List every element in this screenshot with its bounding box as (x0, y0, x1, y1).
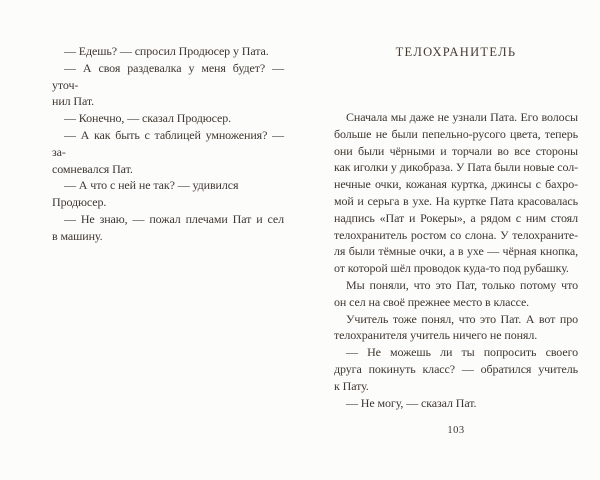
text-line: надпись «Пат и Рокеры», а рядом с ним стоял (334, 210, 578, 225)
text-line: — Едешь? — спросил Продюсер у Пата. (64, 44, 269, 58)
text-line: как иголки у дикобраза. У Пата были новые сол- (334, 160, 578, 175)
text-line: от которой шёл проводок куда-то под рубашку. (334, 261, 569, 276)
text-line: друга покинуть класс? — обратился учитель (334, 361, 578, 376)
text-line: Мы поняли, что это Пат, только потому что (346, 277, 578, 292)
text-line: — А как быть с таблицей умножения? — за- (52, 127, 284, 159)
text-line: — А своя раздевалка у меня будет? — уточ- (52, 60, 284, 92)
text-line: Учитель тоже понял, что это Пат. А вот про (346, 311, 578, 326)
text-line: — Не можешь ли ты попросить своего (346, 345, 578, 360)
text-line: сомневался Пат. (52, 161, 133, 176)
right-page-text (334, 109, 578, 411)
text-line: нечные очки, кожаная куртка, джинсы с бахро- (334, 177, 578, 192)
chapter-title: ТЕЛОХРАНИТЕЛЬ (395, 45, 517, 59)
text-line: к Пату. (334, 378, 369, 393)
text-line: они были чёрными и торчали во все стороны (334, 143, 578, 158)
text-line: больше не были пепельно-русого цвета, теперь (334, 126, 578, 141)
text-line: он сел на своё прежнее место в классе. (334, 294, 530, 309)
text-line: — Не могу, — сказал Пат. (346, 395, 477, 410)
left-page-text (52, 43, 284, 245)
text-line: мой и серьга в ухе. На куртке Пата красовалась (334, 193, 578, 208)
text-line: телохранителя учитель ничего не понял. (334, 328, 538, 343)
text-line: — А что с ней не так? — удивился Продюсер. (52, 178, 239, 210)
text-line: Сначала мы даже не узнали Пата. Его волосы (346, 110, 578, 124)
text-line: ля были тёмные очки, а в ухе — чёрная кнопка, (334, 244, 578, 259)
right-page (300, 0, 600, 480)
page-number: 103 (447, 425, 465, 436)
text-line: телохранитель ростом со слона. У телохраните- (334, 227, 578, 242)
text-line: в машину. (52, 228, 103, 243)
text-line: — Не знаю, — пожал плечами Пат и сел (64, 211, 284, 226)
text-line: — Конечно, — сказал Продюсер. (64, 111, 232, 126)
text-line: нил Пат. (52, 94, 95, 109)
